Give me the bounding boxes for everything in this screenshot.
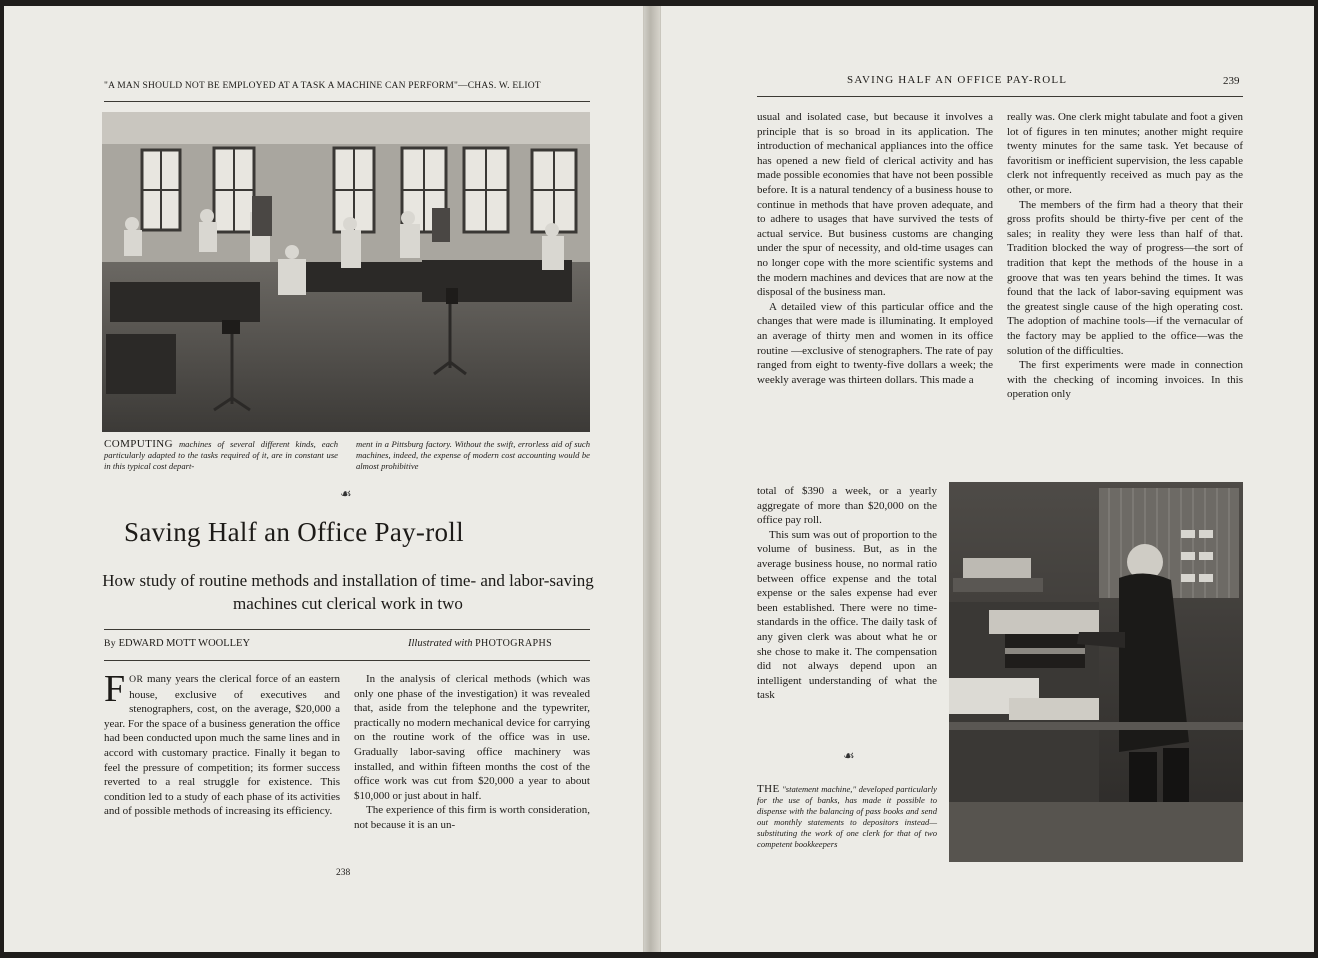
byline-author: EDWARD MOTT WOOLLEY xyxy=(118,638,251,649)
caption-text-2: ment in a Pittsburg factory. Without the swift, errorless aid of such machines, indeed, the expense of modern cost accounting would be almost prohibitive xyxy=(356,439,590,471)
right-running-head: SAVING HALF AN OFFICE PAY-ROLL xyxy=(847,74,1068,86)
caption-text-1: machines of several different kinds, each particularly adapted to the tasks required of it, are in constant use in this typical cost depart- xyxy=(104,439,338,471)
byline-bottom-rule xyxy=(104,660,590,661)
photo-caption-col2 xyxy=(356,439,590,472)
right-column-1-top xyxy=(757,110,993,387)
right-col2-paragraph-2: The members of the firm had a theory that their gross profits should be thirty-five per cent of the sales; in reality they were less than half of that. Tradition blocked the way of progress—the sort of tradition that kept the methods of the house in a groove that was ten years behind the times. It was found that the lack of labor-saving equipment was the greatest single cause of the high operating cost. The adoption of machine tools—if the vernacular of the factory may be applied to the office—was the solution of the difficulties. xyxy=(1007,198,1243,357)
article-title: Saving Half an Office Pay-roll xyxy=(124,517,464,547)
statement-machine-caption xyxy=(757,784,937,850)
article-subtitle: How study of routine methods and installation of time- and labor-saving machines cut clerical work in two xyxy=(102,571,594,613)
statement-machine-photo xyxy=(949,482,1243,862)
left-running-head: "A MAN SHOULD NOT BE EMPLOYED AT A TASK A MACHINE CAN PERFORM"—CHAS. W. ELIOT xyxy=(104,81,541,91)
left-page-number: 238 xyxy=(336,868,351,878)
right-col1-paragraph-3: This sum was out of proportion to the volume of business. But, as in the average business house, no normal ratio between office expense and the total expense or the sales expense had ever been established. There were no time-standards in the office. The daily task of any given clerk was about what he or she chose to make it. The compensation did not always depend upon an intelligent understanding of what the task xyxy=(757,528,937,702)
statement-machine-photo-icon xyxy=(949,482,1243,862)
right-head-rule xyxy=(757,96,1243,97)
byline-by: By xyxy=(104,638,116,649)
left-head-rule xyxy=(104,101,590,102)
right-col1-paragraph-2: A detailed view of this particular office and the changes that were made is illuminating. It employed an average of thirty men and women in its office routine —exclusive of stenographers. The rate of pay ranged from eight to twenty-five dollars a week; the weekly average was thirteen dollars. This made a xyxy=(757,300,993,386)
byline xyxy=(104,638,250,649)
left-col1-paragraph xyxy=(104,668,340,819)
right-col2-paragraph-3: The first experiments were made in connection with the checking of incoming invoices. In this operation only xyxy=(1007,359,1243,401)
left-page xyxy=(4,6,644,952)
right-col2-paragraph-1: really was. One clerk might tabulate and foot a given lot of figures in ten minutes; another might require twenty minutes for the same task. Yet because of favoritism or inefficient supervision, the less capable clerk not infrequently received as much pay as the other, or more. xyxy=(1007,111,1243,196)
right-column-2 xyxy=(1007,110,1243,402)
drop-cap: F xyxy=(104,668,126,710)
right-col1-paragraph-2-cont: total of $390 a week, or a yearly aggregate of more than $20,000 on the office pay roll. xyxy=(757,485,937,527)
left-column-2 xyxy=(354,672,590,833)
right-column-1-bottom xyxy=(757,484,937,703)
right-caption-text: "statement machine," developed particularly for the use of banks, has made it possible to dispense with the balancing of pass books and send out monthly statements to depositors instead—substituting the work of one clerk for that of two competent bookkeepers xyxy=(757,784,937,849)
right-caption-lead: THE xyxy=(757,783,780,795)
photo-caption-col1 xyxy=(104,439,338,472)
book-gutter xyxy=(644,6,660,952)
byline-photographs: PHOTOGRAPHS xyxy=(475,638,553,649)
right-page xyxy=(660,6,1314,952)
left-col1-text: many years the clerical force of an eastern house, exclusive of executives and stenographers, cost, on the average, $20,000 a year. For the space of a business generation the office had been conducted upon much the same lines and in accord with customary practice. Finally it began to feel the pressure of competition; its former success reverted to a real struggle for existence. This condition led to a study of each phase of its activities and of possible methods of increasing its efficiency. xyxy=(104,673,340,818)
caption-lead: COMPUTING xyxy=(104,438,173,450)
left-column-1 xyxy=(104,668,340,819)
left-col2-paragraph-1: In the analysis of clerical methods (which was only one phase of the investigation) it was revealed that, aside from the telephone and the typewriter, practically no modern mechanical device for carrying on the routine work of the office was in use. Gradually labor-saving office machinery was installed, and within fifteen months the cost of the office work was cut from $20,000 a year to about $10,000 or just about in half. xyxy=(354,673,590,802)
left-col2-paragraph-2: The experience of this firm is worth consideration, not because it is an un- xyxy=(354,804,590,831)
right-col1-paragraph-1: usual and isolated case, but because it involves a principle that is so broad in its application. The introduction of mechanical appliances into the office has opened a new field of clerical activity and has made possible economies that have not been possible before. It is a natural tendency of a business house to continue in methods that have proven adequate, and to adhere to usages that have survived the tests of actual service. But business customs are changing under the spur of necessity, and old-time usages can no longer cope with the more scientific systems and the modern machines and devices that are now at the disposal of the business man. xyxy=(757,111,993,299)
byline-illustrated xyxy=(408,638,552,649)
right-ornament-icon: ☙ xyxy=(843,748,855,763)
byline-top-rule xyxy=(104,629,590,630)
ornament-icon: ☙ xyxy=(340,486,352,501)
byline-illustrated-text: Illustrated with xyxy=(408,638,473,649)
office-photo xyxy=(102,112,590,432)
opening-word: OR xyxy=(129,674,144,685)
office-photo-icon xyxy=(102,112,590,432)
right-page-number: 239 xyxy=(1223,75,1240,87)
